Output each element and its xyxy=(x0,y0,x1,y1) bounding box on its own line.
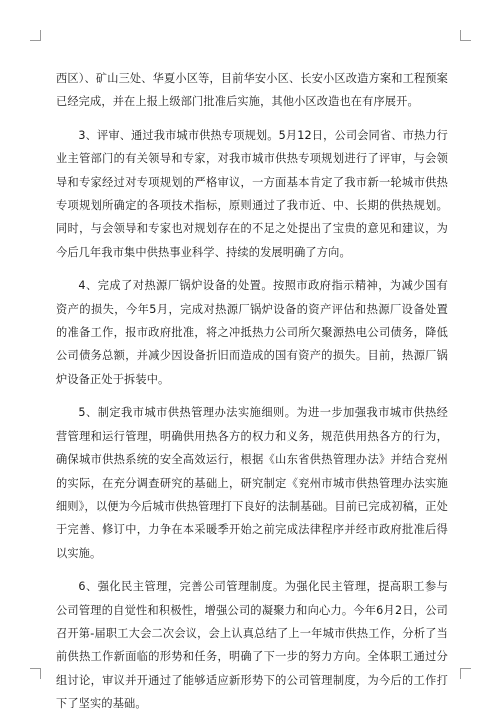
crop-mark-bottom-left xyxy=(30,668,41,679)
paragraph-item-5: 5、制定我市城市供热管理办法实施细则。为进一步加强我市城市供热经营管理和运行管理，明确供用热各方的权力和义务，规范供用热各方的行为，确保城市供热系统的安全高效运行，根据《山东省供热管理办法》并结合兖州的实际，在充分调查研究的基础上，研究制定《兖州市城市供热管理办法实施细则》，以便为今后城市供热管理打下良好的法制基础。目前已完成初稿，正处于完善、修订中，力争在本采暖季开始之前完成法律程序并经市政府批准后得以实施。 xyxy=(56,406,448,560)
paragraph-item-4: 4、完成了对热源厂锅炉设备的处置。按照市政府指示精神，为减少国有资产的损失，今年5月，完成对热源厂锅炉设备的资产评估和热源厂设备处置的准备工作，报市政府批准，将之冲抵热力公司所欠聚源热电公司债务，降低公司债务总额，并减少因设备折旧而造成的国有资产的损失。目前，热源厂锅炉设备正处于拆装中。 xyxy=(56,279,448,386)
crop-mark-top-left xyxy=(30,30,41,41)
crop-mark-bottom-right xyxy=(460,668,471,679)
crop-mark-top-right xyxy=(460,30,471,41)
paragraph-item-6: 6、强化民主管理，完善公司管理制度。为强化民主管理，提高职工参与公司管理的自觉性和积极性，增强公司的凝聚力和向心力。今年6月2日，公司召开第-届职工大会二次会议，会上认真总结了上一年城市供热工作，分析了当前供热工作新面临的形势和任务，明确了下一步的努力方向。全体职工通过分组讨论，审议并开通过了能够适应新形势下的公司管理制度，为今后的工作打下了坚实的基础。 xyxy=(56,580,448,711)
paragraph-item-3: 3、评审、通过我市城市供热专项规划。5月12日，公司会同省、市热力行业主管部门的有关领导和专家，对我市城市供热专项规划进行了评审，与会领导和专家经过对专项规划的严格审议，一方面基本肯定了我市新一轮城市供热专项规划所确定的各项技术指标，原则通过了我市近、中、长期的供热规划。同时，与会领导和专家也对规划存在的不足之处提出了宝贵的意见和建议，为今后几年我市集中供热事业科学、持续的发展明确了方向。 xyxy=(56,128,448,259)
document-body xyxy=(56,67,448,726)
paragraph-continuation: 西区）、矿山三处、华夏小区等，目前华安小区、长安小区改造方案和工程预案已经完成，并在上报上级部门批准后实施，其他小区改造也在有序展开。 xyxy=(56,72,448,109)
